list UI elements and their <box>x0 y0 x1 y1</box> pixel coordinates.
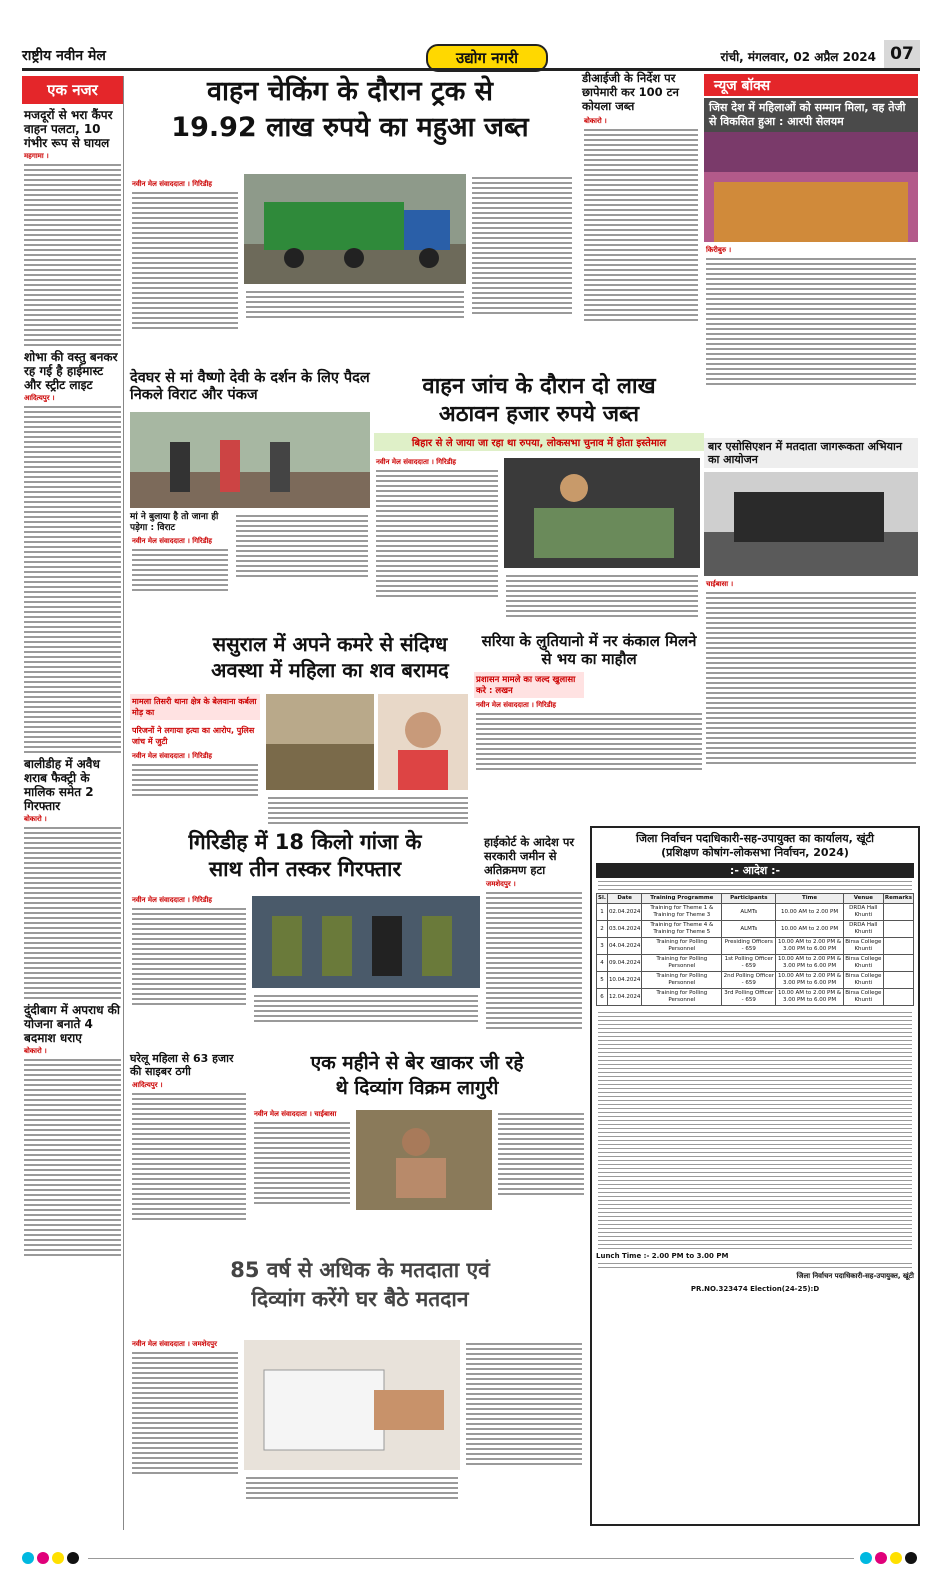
table-cell: 10.04.2024 <box>607 972 642 989</box>
table-cell: 1st Polling Officer - 659 <box>722 955 776 972</box>
table-row <box>597 904 914 921</box>
table-cell: Training for Polling Personnel <box>642 989 722 1006</box>
table-cell: 10.00 AM to 2.00 PM & 3.00 PM to 6.00 PM <box>776 972 843 989</box>
voting-headline-line2: दिव्यांग करेंगे घर बैठे मतदान <box>251 1287 469 1312</box>
voting-headline-line1: 85 वर्ष से अधिक के मतदाता एवं <box>230 1258 490 1282</box>
cyan-mark <box>22 1552 34 1564</box>
body-found-subs <box>130 694 260 799</box>
brief-body <box>24 406 121 753</box>
body-found-body <box>266 794 470 827</box>
story-dateline: नवीन मेल संवाददाता । गिरिडीह <box>132 896 212 904</box>
story-dateline: नवीन मेल संवाददाता । चाईबासा <box>254 1110 337 1118</box>
story-dateline: नवीन मेल संवाददाता । गिरिडीह <box>476 701 556 709</box>
ganja-headline-line1: गिरिडीह में 18 किलो गांजा के <box>188 830 422 854</box>
voting-body-3 <box>464 1340 584 1468</box>
news-box-photo <box>704 132 918 242</box>
pilgrims-story <box>130 370 370 405</box>
table-cell: 10.00 AM to 2.00 PM & 3.00 PM to 6.00 PM <box>776 989 843 1006</box>
table-cell: 3 <box>597 938 608 955</box>
table-cell: Birsa College Khunti <box>843 938 883 955</box>
cyan-mark <box>860 1552 872 1564</box>
table-cell: ALMTs <box>722 921 776 938</box>
table-cell: 03.04.2024 <box>607 921 642 938</box>
voting-photo <box>244 1340 460 1470</box>
table-row <box>597 972 914 989</box>
police-arrest-image <box>252 896 480 988</box>
body-found-sub1: मामला तिसरी थाना क्षेत्र के बेलवाना कर्बला मोड़ का <box>130 694 260 720</box>
bar-assoc-headline: बार एसोसिएशन में मतदाता जागरूकता अभियान का आयोजन <box>704 438 918 468</box>
cash-counting-image <box>504 458 700 568</box>
table-row <box>597 955 914 972</box>
body-found-photo-2 <box>378 694 468 790</box>
brief-body <box>24 1059 121 1256</box>
story-dateline: चाईबासा । <box>706 580 734 588</box>
notice-order-label: :- आदेश :- <box>596 863 914 878</box>
story-dateline: नवीन मेल संवाददाता । गिरिडीह <box>132 536 212 545</box>
table-cell: Birsa College Khunti <box>843 972 883 989</box>
vikram-headline-line1: एक महीने से बेर खाकर जी रहे <box>310 1052 524 1074</box>
notice-title-line2: (प्रशिक्षण कोषांग-लोकसभा निर्वाचन, 2024) <box>661 846 849 859</box>
cash-photo <box>504 458 700 568</box>
table-cell: 5 <box>597 972 608 989</box>
table-cell: 04.04.2024 <box>607 938 642 955</box>
skeleton-sub: प्रशासन मामले का जल्द खुलासा करे : लखन <box>474 672 584 698</box>
brief-headline: मजदूरों से भरा कैंपर वाहन पलटा, 10 गंभीर रूप से घायल <box>24 108 113 150</box>
lead-body-3 <box>470 174 574 317</box>
brief-place: आदित्यपुर । <box>24 394 55 402</box>
ganja-body-2 <box>252 992 480 1025</box>
print-registration-strip <box>22 1552 920 1564</box>
highcourt-story <box>484 836 584 1032</box>
lead-headline-line1: वाहन चेकिंग के दौरान ट्रक से <box>206 76 494 107</box>
vikram-photo <box>356 1110 492 1210</box>
ganja-headline-line2: साथ तीन तस्कर गिरफ्तार <box>208 857 402 882</box>
notice-signatory: जिला निर्वाचन पदाधिकारी-सह-उपायुक्त, खूंटी <box>796 1272 914 1280</box>
cash-subheadline: बिहार से ले जाया जा रहा था रुपया, लोकसभा चुनाव में होता इस्तेमाल <box>374 433 704 451</box>
magenta-mark <box>875 1552 887 1564</box>
table-cell <box>883 904 913 921</box>
story-dateline: नवीन मेल संवाददाता । गिरिडीह <box>132 180 212 188</box>
story-dateline: किरीबुरु । <box>706 246 732 254</box>
village-crowd-image <box>266 694 374 790</box>
table-cell: ALMTs <box>722 904 776 921</box>
lawyers-image <box>704 472 918 576</box>
voting-body-2 <box>244 1474 460 1502</box>
col-header: Time <box>776 894 843 904</box>
table-cell: 1 <box>597 904 608 921</box>
table-cell <box>883 972 913 989</box>
table-cell: Training for Polling Personnel <box>642 938 722 955</box>
election-training-notice <box>590 826 920 1526</box>
news-box-label: न्यूज बॉक्स <box>704 74 918 96</box>
table-cell: 02.04.2024 <box>607 904 642 921</box>
black-mark <box>67 1552 79 1564</box>
brief-body <box>24 164 121 346</box>
lead-story <box>130 76 570 145</box>
notice-pr-number: PR.NO.323474 Election(24-25):D <box>690 1285 820 1293</box>
table-cell: Training for Theme 4 & Training for Theme 5 <box>642 921 722 938</box>
paper-name: राष्ट्रीय नवीन मेल <box>22 47 106 64</box>
yellow-mark <box>890 1552 902 1564</box>
pilgrims-caption: मां ने बुलाया है तो जाना ही पड़ेगा : विराट <box>130 512 219 533</box>
brief-place: महगामा । <box>24 152 49 160</box>
voting-body <box>130 1340 240 1477</box>
brief-headline: शोभा की वस्तु बनकर रह गई है हाईमास्ट और स्ट्रीट लाइट <box>24 350 118 392</box>
section-tab: उद्योग नगरी <box>426 44 548 72</box>
ganja-photo <box>252 896 480 988</box>
col-header: Sl. <box>597 894 608 904</box>
ganja-body <box>130 896 248 1008</box>
table-cell <box>883 955 913 972</box>
magenta-mark <box>37 1552 49 1564</box>
story-dateline: नवीन मेल संवाददाता । जमशेदपुर <box>132 1340 217 1348</box>
table-row <box>597 921 914 938</box>
brief-body <box>24 827 121 999</box>
dig-story <box>582 72 700 324</box>
table-cell: 4 <box>597 955 608 972</box>
dateline: रांची, मंगलवार, 02 अप्रैल 2024 <box>720 50 876 64</box>
table-cell: Training for Polling Personnel <box>642 955 722 972</box>
table-cell: 12.04.2024 <box>607 989 642 1006</box>
news-box-body <box>704 246 918 388</box>
col-header: Date <box>607 894 642 904</box>
table-cell: 2nd Polling Officer - 659 <box>722 972 776 989</box>
lead-body <box>130 180 240 332</box>
brief-place: बोकारो । <box>24 815 47 823</box>
cyber-headline: घरेलू महिला से 63 हजार की साइबर ठगी <box>130 1052 234 1079</box>
table-cell: 10.00 AM to 2.00 PM <box>776 921 843 938</box>
disabled-man-image <box>356 1110 492 1210</box>
story-dateline: नवीन मेल संवाददाता । गिरिडीह <box>132 752 212 760</box>
table-cell: Training for Theme 1 & Training for Theme 3 <box>642 904 722 921</box>
news-box-headline: जिस देश में महिलाओं को सम्मान मिला, वह तेजी से विकसित हुआ : आरपी सेलयम <box>704 98 918 132</box>
story-dateline: आदित्यपुर । <box>132 1081 163 1090</box>
col-header: Remarks <box>883 894 913 904</box>
table-cell: Training for Polling Personnel <box>642 972 722 989</box>
skeleton-story <box>474 632 704 773</box>
table-cell: 10.00 AM to 2.00 PM & 3.00 PM to 6.00 PM <box>776 938 843 955</box>
yellow-mark <box>52 1552 64 1564</box>
lead-headline-line2: 19.92 लाख रुपये का महुआ जब्त <box>171 112 529 144</box>
table-cell <box>883 938 913 955</box>
bar-assoc-body <box>704 580 918 767</box>
vikram-headline-line2: थे दिव्यांग विक्रम लागुरी <box>335 1076 499 1099</box>
body-found-sub2: परिजनों ने लगाया हत्या का आरोप, पुलिस जांच में जुटी <box>130 723 260 749</box>
col-header: Venue <box>843 894 883 904</box>
table-cell <box>883 921 913 938</box>
table-cell: DRDA Hall Khunti <box>843 921 883 938</box>
lunch-time: Lunch Time :- 2.00 PM to 3.00 PM <box>596 1252 729 1260</box>
table-row <box>597 989 914 1006</box>
table-cell: Presiding Officers - 659 <box>722 938 776 955</box>
story-dateline: बोकारो । <box>584 117 607 126</box>
table-cell: 6 <box>597 989 608 1006</box>
pilgrims-image <box>130 412 370 508</box>
ganja-story <box>130 830 480 882</box>
table-cell: 09.04.2024 <box>607 955 642 972</box>
body-found-headline-line2: अवस्था में महिला का शव बरामद <box>211 658 449 682</box>
masthead <box>22 40 920 70</box>
brief-headline: बालीडीह में अवैध शराब फैक्ट्री के मालिक समेत 2 गिरफ्तार <box>24 757 100 813</box>
table-cell: DRDA Hall Khunti <box>843 904 883 921</box>
cyber-story <box>130 1052 248 1223</box>
notice-title-line1: जिला निर्वाचन पदाधिकारी-सह-उपायुक्त का कार्यालय, खूंटी <box>636 832 874 845</box>
lead-body-2 <box>244 288 466 321</box>
vikram-body-2 <box>496 1110 586 1198</box>
pilgrims-body-2 <box>234 512 370 580</box>
footer-rule <box>88 1558 854 1559</box>
table-cell: 2 <box>597 921 608 938</box>
highcourt-headline: हाईकोर्ट के आदेश पर सरकारी जमीन से अतिक्रमण हटा <box>484 835 575 877</box>
table-row <box>597 938 914 955</box>
black-mark <box>905 1552 917 1564</box>
pilgrims-photo <box>130 412 370 508</box>
truck-image <box>244 174 466 284</box>
body-found-headline-line1: ससुराल में अपने कमरे से संदिग्ध <box>212 632 448 656</box>
left-column <box>22 76 124 1530</box>
vikram-story <box>252 1052 582 1100</box>
training-schedule-table <box>596 893 914 1006</box>
ballot-voting-image <box>244 1340 460 1470</box>
table-cell: 3rd Polling Officer - 659 <box>722 989 776 1006</box>
voting-story <box>130 1258 590 1312</box>
cash-headline-line2: अठावन हजार रुपये जब्त <box>438 402 640 428</box>
story-dateline: नवीन मेल संवाददाता । गिरिडीह <box>376 458 456 466</box>
cash-story <box>374 374 704 451</box>
body-found-photo-1 <box>266 694 374 790</box>
dig-headline: डीआईजी के निर्देश पर छापेमारी कर 100 टन कोयला जब्त <box>582 71 679 113</box>
page-number: 07 <box>884 40 920 68</box>
cash-body-2 <box>504 572 700 620</box>
pilgrims-headline: देवघर से मां वैष्णो देवी के दर्शन के लिए पैदल निकले विराट और पंकज <box>130 370 370 404</box>
body-found-story <box>130 632 530 682</box>
table-cell: 10.00 AM to 2.00 PM & 3.00 PM to 6.00 PM <box>776 955 843 972</box>
brief-headline: दुंदीबाग में अपराध की योजना बनाते 4 बदमाश धराए <box>24 1003 120 1045</box>
brief-place: बोकारो । <box>24 1047 47 1055</box>
col-header: Training Programme <box>642 894 722 904</box>
victim-portrait-image <box>378 694 468 790</box>
notice-more-rows <box>598 1012 912 1249</box>
table-cell <box>883 989 913 1006</box>
bar-assoc-photo <box>704 472 918 576</box>
pilgrims-body <box>130 512 230 594</box>
masthead-rule <box>22 68 920 71</box>
vikram-body <box>252 1110 352 1207</box>
table-cell: Birsa College Khunti <box>843 955 883 972</box>
story-dateline: जमशेदपुर । <box>486 880 516 889</box>
cash-headline-line1: वाहन जांच के दौरान दो लाख <box>422 374 656 399</box>
truck-photo <box>244 174 466 284</box>
cash-body <box>374 458 500 600</box>
women-event-image <box>704 132 918 242</box>
ek-nazar-label: एक नजर <box>22 76 123 104</box>
newspaper-page <box>22 40 920 1540</box>
table-cell: 10.00 AM to 2.00 PM <box>776 904 843 921</box>
col-header: Participants <box>722 894 776 904</box>
skeleton-headline: सरिया के लुतियानो में नर कंकाल मिलने से भय का माहौल <box>481 632 697 668</box>
bar-assoc-story <box>704 438 918 468</box>
table-cell: Birsa College Khunti <box>843 989 883 1006</box>
